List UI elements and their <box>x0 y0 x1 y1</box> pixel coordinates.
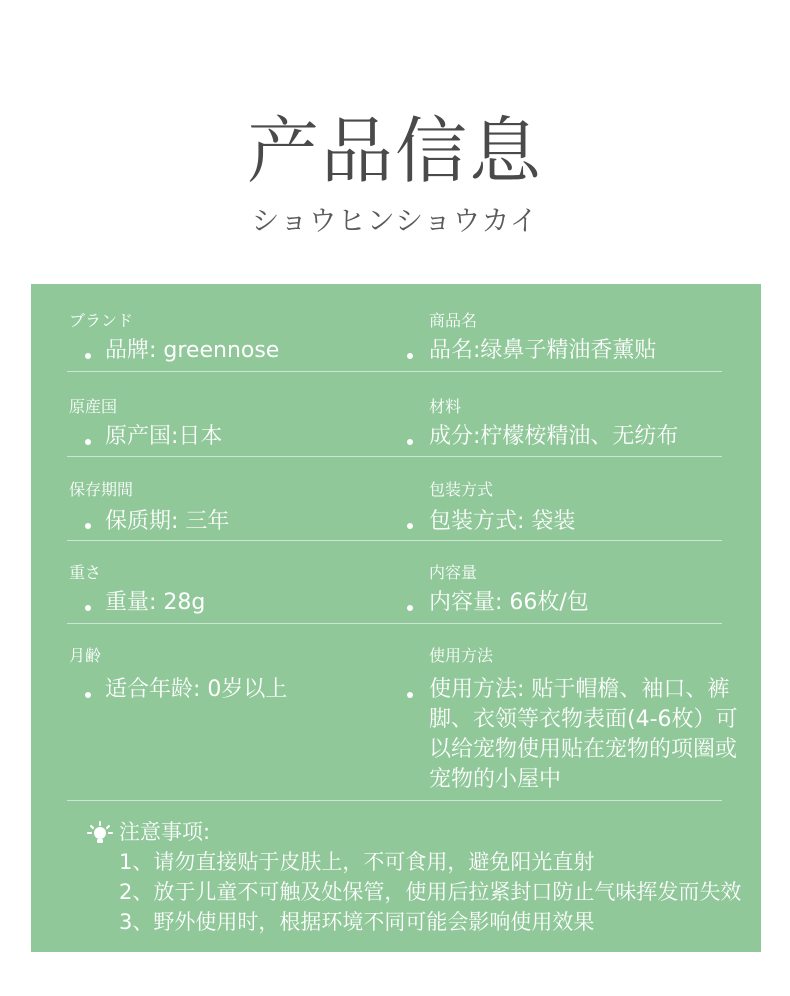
spec-label-jp: 保存期間 <box>69 480 134 499</box>
spec-label-jp: 商品名 <box>429 311 478 330</box>
product-info-panel <box>31 284 761 952</box>
bullet-icon <box>407 605 413 611</box>
spec-value: 成分:柠檬桉精油、无纺布 <box>429 424 679 449</box>
note-item: 2、放于儿童不可触及处保管，使用后拉紧封口防止气味挥发而失效 <box>119 880 742 904</box>
bullet-icon <box>407 353 413 359</box>
spec-value: 适合年龄: 0岁以上 <box>105 677 288 702</box>
bullet-icon <box>407 439 413 445</box>
spec-label-jp: 原産国 <box>69 397 118 416</box>
lightbulb-icon <box>87 821 113 845</box>
spec-label-jp: 包装方式 <box>429 480 494 499</box>
spec-value: 内容量: 66枚/包 <box>429 590 589 615</box>
spec-value: 包装方式: 袋装 <box>429 509 576 534</box>
bullet-icon <box>85 605 91 611</box>
bullet-icon <box>85 353 91 359</box>
spec-value: 品牌: greennose <box>105 338 280 363</box>
bullet-icon <box>407 692 413 698</box>
spec-label-jp: 月齢 <box>69 646 102 665</box>
spec-value: 重量: 28g <box>105 590 206 615</box>
bullet-icon <box>85 692 91 698</box>
spec-row-age <box>67 645 738 801</box>
spec-row-shelf-life <box>67 478 722 541</box>
spec-row-origin <box>67 393 722 457</box>
page-title: 产品信息 <box>246 109 543 193</box>
note-item: 3、野外使用时，根据环境不同可能会影响使用效果 <box>119 910 595 934</box>
spec-label-jp: 材料 <box>429 397 462 416</box>
spec-value: 使用方法: 贴于帽檐、袖口、裤脚、衣领等衣物表面(4-6枚）可以给宠物使用贴在宠物的项圈或宠物的小屋中 <box>429 677 738 792</box>
spec-label-jp: 重さ <box>69 563 102 582</box>
spec-value: 保质期: 三年 <box>105 509 230 534</box>
bullet-icon <box>85 439 91 445</box>
bullet-icon <box>407 523 413 529</box>
note-item: 1、请勿直接贴于皮肤上，不可食用，避免阳光直射 <box>119 850 595 874</box>
spec-row-weight <box>67 562 722 624</box>
page-subtitle: ショウヒンショウカイ <box>251 204 539 237</box>
spec-row-brand <box>67 306 722 372</box>
spec-label-jp: 内容量 <box>429 563 478 582</box>
bullet-icon <box>85 523 91 529</box>
spec-label-jp: ブランド <box>69 311 134 330</box>
spec-value: 原产国:日本 <box>105 424 223 449</box>
spec-label-jp: 使用方法 <box>429 646 494 665</box>
notes-heading-label: 注意事项: <box>119 820 211 844</box>
spec-value: 品名:绿鼻子精油香薰贴 <box>429 338 657 363</box>
